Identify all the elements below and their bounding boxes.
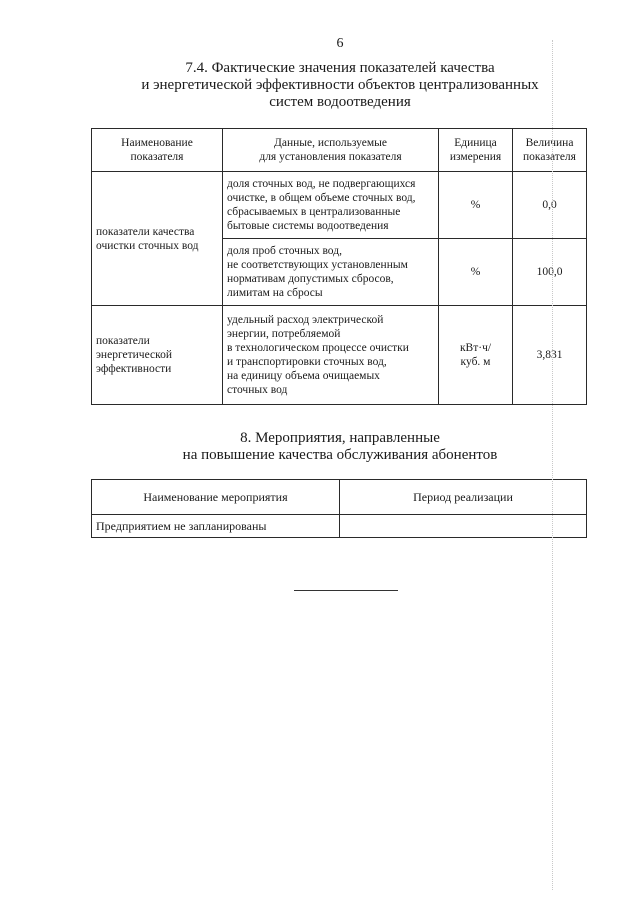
header-measure-name: Наименование мероприятия bbox=[92, 480, 340, 515]
indicator-description bbox=[223, 239, 439, 306]
indicator-unit bbox=[439, 239, 513, 306]
scan-edge-artifact bbox=[552, 40, 553, 890]
header-text: Величина bbox=[525, 137, 574, 149]
group-name-line: показатели качества bbox=[96, 225, 195, 238]
description-line: и транспортировки сточных вод, bbox=[227, 356, 387, 368]
description-line: сбрасываемых в централизованные bbox=[227, 206, 401, 218]
description-line: нормативам допустимых сбросов, bbox=[227, 273, 394, 285]
group-name-line: энергетической bbox=[96, 349, 172, 361]
description-line: энергии, потребляемой bbox=[227, 328, 341, 340]
unit-text: куб. м bbox=[460, 356, 491, 368]
measure-period bbox=[340, 515, 587, 538]
indicator-value: 3,831 bbox=[513, 306, 587, 405]
header-value bbox=[513, 129, 587, 172]
indicator-group-energy bbox=[92, 306, 223, 405]
description-line: удельный расход электрической bbox=[227, 314, 384, 326]
section-7-4-title bbox=[90, 60, 590, 111]
description-line: лимитам на сбросы bbox=[227, 287, 323, 299]
section-title-line: и энергетической эффективности объектов централизованных bbox=[141, 77, 539, 93]
group-name-line: показатели bbox=[96, 335, 150, 347]
table-row bbox=[92, 306, 587, 405]
indicators-table bbox=[91, 128, 587, 405]
indicator-group-quality bbox=[92, 172, 223, 306]
table-row bbox=[92, 515, 587, 538]
description-line: очистке, в общем объеме сточных вод, bbox=[227, 192, 416, 204]
header-unit bbox=[439, 129, 513, 172]
indicator-value: 0,0 bbox=[513, 172, 587, 239]
table-header-row bbox=[92, 480, 587, 515]
section-title-line: 7.4. Фактические значения показателей качества bbox=[185, 60, 495, 76]
header-text: Наименование bbox=[121, 137, 193, 149]
group-name-line: эффективности bbox=[96, 363, 172, 375]
table-row bbox=[92, 172, 587, 239]
section-8-title bbox=[90, 430, 590, 464]
description-line: доля сточных вод, не подвергающихся bbox=[227, 178, 416, 190]
group-name-line: очистки сточных вод bbox=[96, 239, 199, 252]
description-line: бытовые системы водоотведения bbox=[227, 220, 389, 232]
description-line: сточных вод bbox=[227, 384, 288, 396]
measure-name: Предприятием не запланированы bbox=[92, 515, 340, 538]
description-line: доля проб сточных вод, bbox=[227, 245, 342, 257]
unit-text: % bbox=[470, 266, 481, 278]
header-text: измерения bbox=[449, 151, 502, 163]
section-title-line: 8. Мероприятия, направленные bbox=[240, 430, 440, 446]
header-period: Период реализации bbox=[340, 480, 587, 515]
header-text: показателя bbox=[130, 151, 184, 163]
description-line: в технологическом процессе очистки bbox=[227, 342, 409, 354]
header-text: Единица bbox=[454, 137, 497, 149]
indicator-value: 100,0 bbox=[513, 239, 587, 306]
measures-table bbox=[91, 479, 587, 538]
header-text: для установления показателя bbox=[259, 151, 402, 163]
header-indicator-data bbox=[223, 129, 439, 172]
unit-text: кВт·ч/ bbox=[459, 342, 492, 354]
section-title-line: систем водоотведения bbox=[269, 94, 411, 110]
closing-divider bbox=[294, 590, 398, 591]
indicator-unit bbox=[439, 172, 513, 239]
page-number: 6 bbox=[336, 36, 344, 51]
section-title-line: на повышение качества обслуживания абонентов bbox=[182, 447, 498, 463]
description-line: на единицу объема очищаемых bbox=[227, 370, 380, 382]
table-header-row bbox=[92, 129, 587, 172]
indicator-unit bbox=[439, 306, 513, 405]
description-line: не соответствующих установленным bbox=[227, 259, 408, 271]
indicator-description bbox=[223, 172, 439, 239]
header-indicator-name bbox=[92, 129, 223, 172]
header-text: показателя bbox=[523, 151, 576, 163]
unit-text: % bbox=[470, 199, 481, 211]
indicator-description bbox=[223, 306, 439, 405]
header-text: Данные, используемые bbox=[274, 137, 387, 149]
